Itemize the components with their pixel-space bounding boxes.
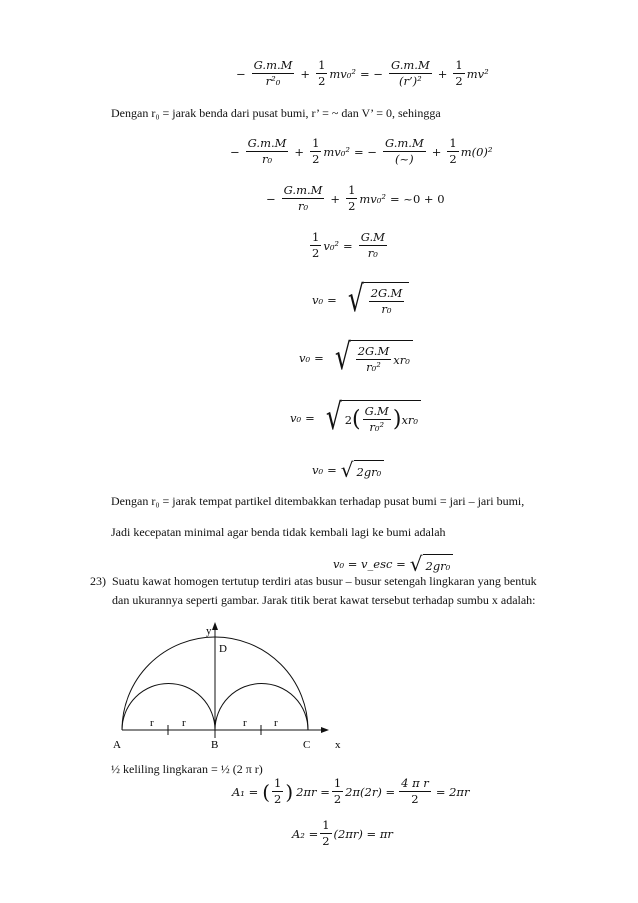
radius-label: r — [274, 717, 278, 729]
point-B-label: B — [211, 739, 219, 751]
equation-v0-sqrt-2gr0: v₀ = √ 2gr₀ — [312, 460, 384, 480]
equation-v0-sqrt-2GM-r0sq: v₀ = √ $\frac{2G.M}{\text{r₀²}}$ xr₀ — [299, 340, 413, 376]
equation-v0-sqrt-2-paren: v₀ = √ 2 ( $\frac{G.M}{\text{r₀²}}$ ) xr₀ — [290, 400, 421, 436]
question-text-line-2: dan ukurannya seperti gambar. Jarak titik berat kawat tersebut terhadap sumbu x adalah: — [112, 593, 536, 607]
equation-energy-substituted: − $\frac{G.m.M}{\text{r₀}}$ + $\frac{1}{2}$ mv₀² = − $\frac{G.m.M}{(\sim)}$ + $\frac{1}{2}$ m(0)² — [230, 136, 493, 166]
dengan-statement-1: Dengan r₀ = jarak benda dari pusat bumi, r’ = ~ dan V’ = 0, sehingga — [111, 106, 441, 120]
equation-escape-velocity: v₀ = v_esc = √ 2gr₀ — [333, 554, 453, 574]
small-semicircle-right — [215, 684, 308, 731]
point-A-label: A — [113, 739, 121, 751]
equation-v0-sqrt-2GM-r0: v₀ = √ $\frac{2G.M}{\text{r₀}}$ — [312, 282, 409, 318]
equation-energy-general: − $\frac{G.m.M}{\text{r²₀}}$ + $\frac{1}{2}$ mv₀² = − $\frac{G.m.M}{\text{(r’)²}}$ + $\frac{1}{2}$ mv² — [236, 58, 489, 88]
half-circumference-statement: ½ keliling lingkaran = ½ (2 π r) — [111, 762, 263, 776]
radius-label: r — [150, 717, 154, 729]
small-semicircle-left — [122, 684, 215, 731]
point-D-label: D — [219, 643, 227, 655]
jadi-statement: Jadi kecepatan minimal agar benda tidak kembali lagi ke bumi adalah — [111, 525, 446, 539]
radius-label: r — [243, 717, 247, 729]
equation-A2: A₂ = $\frac{1}{2}$ (2πr) = πr — [292, 818, 393, 848]
radius-label: r — [182, 717, 186, 729]
x-axis-arrow — [321, 727, 329, 733]
y-axis-arrow — [212, 622, 218, 630]
semicircle-wire-diagram — [100, 618, 360, 758]
equation-energy-zero: − $\frac{G.m.M}{\text{r₀}}$ + $\frac{1}{2}$ mv₀² = ~0 + 0 — [266, 183, 445, 213]
x-axis-label: x — [335, 739, 341, 751]
y-axis-label: y — [206, 625, 212, 637]
point-C-label: C — [303, 739, 311, 751]
question-number: 23) — [90, 574, 106, 588]
question-text-line-1: Suatu kawat homogen tertutup terdiri atas busur – busur setengah lingkaran yang bentuk — [112, 574, 537, 588]
dengan-statement-2: Dengan r₀ = jarak tempat partikel ditembakkan terhadap pusat bumi = jari – jari bumi, — [111, 494, 525, 508]
equation-half-v-squared: $\frac{1}{2}$ v₀² = $\frac{G.M}{\text{r₀}}$ — [312, 230, 385, 260]
equation-A1: A₁ = ( $\frac{1}{2}$ ) 2πr = $\frac{1}{2}$ 2π(2r) = $\frac{\text{4 π r}}{2}$ = 2πr — [232, 776, 470, 806]
